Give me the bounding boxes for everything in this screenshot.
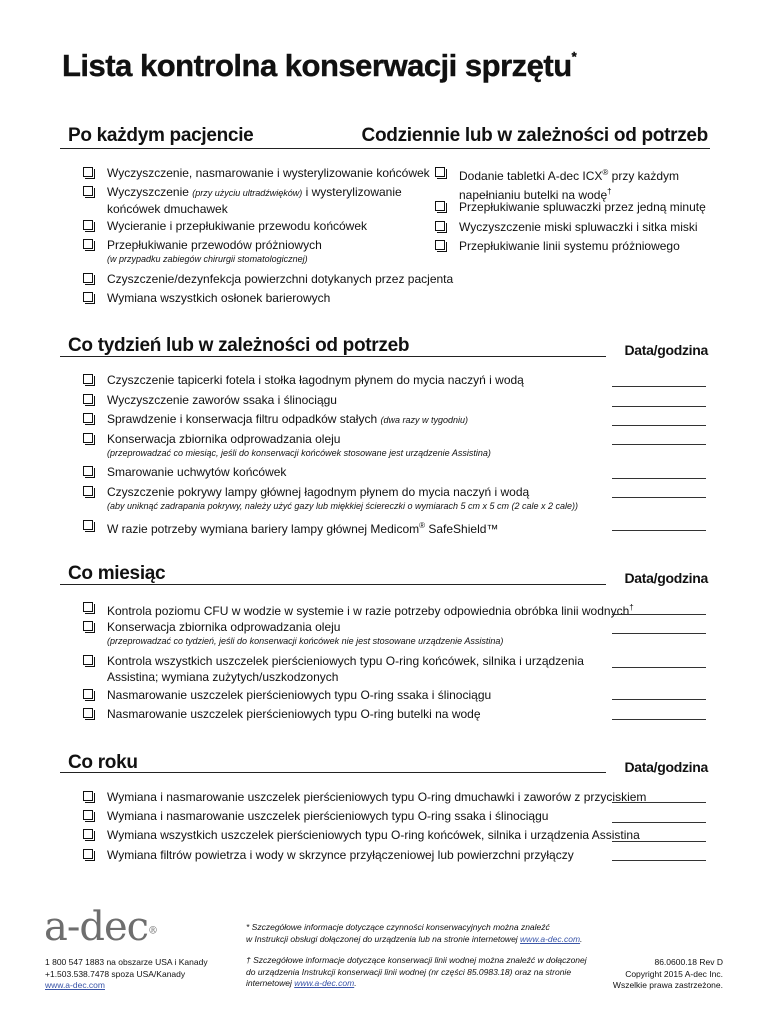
checklist-item[interactable]: Nasmarowanie uszczelek pierścieniowych typu O-ring butelki na wodę	[107, 706, 481, 722]
checklist-item[interactable]: Wymiana i nasmarowanie uszczelek pierścieniowych typu O-ring dmuchawki i zaworów z przyciskiem	[107, 789, 646, 805]
checklist-item[interactable]: Wyczyszczenie miski spluwaczki i sitka miski	[459, 219, 698, 235]
date-line[interactable]	[612, 386, 706, 387]
item-note: (aby uniknąć zadrapania pokrywy, należy użyć gazy lub miękkiej ściereczki o wymiarach 5 cm x 5 cm (2 cale x 2 cale))	[107, 501, 579, 511]
checkbox-icon[interactable]	[83, 621, 93, 631]
heading-date-time: Data/godzina	[624, 570, 708, 586]
checklist-item[interactable]: Dodanie tabletki A-dec ICX® przy każdym napełnianiu butelki na wodę†	[459, 165, 679, 203]
checkbox-icon[interactable]	[83, 220, 93, 230]
footnote-2: † Szczegółowe informacje dotyczące konserwacji linii wodnej można znaleźć w dołączonej do urządzenia Instrukcji konserwacji linii wodnej (nr części 85.0983.18) oraz na stronie internetowej www.a-dec.com.	[246, 955, 587, 988]
date-line[interactable]	[612, 478, 706, 479]
checkbox-icon[interactable]	[83, 689, 93, 699]
checkbox-icon[interactable]	[83, 273, 93, 283]
section-rule	[60, 584, 606, 585]
checkbox-icon[interactable]	[83, 167, 93, 177]
checkbox-icon[interactable]	[83, 186, 93, 196]
checkbox-icon[interactable]	[83, 374, 93, 384]
checkbox-icon[interactable]	[83, 602, 93, 612]
checklist-item[interactable]: Wyczyszczenie zaworów ssaka i ślinociągu	[107, 392, 337, 408]
date-line[interactable]	[612, 530, 706, 531]
checklist-item[interactable]: Przepłukiwanie przewodów próżniowych	[107, 237, 322, 253]
checklist-item[interactable]: Wymiana i nasmarowanie uszczelek pierścieniowych typu O-ring ssaka i ślinociągu	[107, 808, 548, 824]
checklist-item[interactable]: Wymiana filtrów powietrza i wody w skrzynce przyłączeniowej lub powierzchni przyłączy	[107, 847, 574, 863]
date-line[interactable]	[612, 497, 706, 498]
date-line[interactable]	[612, 699, 706, 700]
checklist-item[interactable]: Wymiana wszystkich osłonek barierowych	[107, 290, 330, 306]
heading-monthly: Co miesiąc	[68, 563, 166, 584]
website-link[interactable]: www.a-dec.com	[520, 933, 581, 944]
checkbox-icon[interactable]	[83, 394, 93, 404]
checkbox-icon[interactable]	[83, 466, 93, 476]
website-link[interactable]: www.a-dec.com	[294, 978, 355, 988]
section-rule	[60, 772, 606, 773]
heading-daily: Codziennie lub w zależności od potrzeb	[361, 125, 708, 146]
section-rule	[60, 356, 606, 357]
checklist-item[interactable]: Wyczyszczenie, nasmarowanie i wysterylizowanie końcówek	[107, 165, 430, 181]
checklist-item[interactable]: Konserwacja zbiornika odprowadzania oleju	[107, 619, 340, 635]
item-note: (w przypadku zabiegów chirurgii stomatologicznej)	[107, 254, 308, 264]
adec-logo: a-dec®	[44, 904, 158, 950]
checkbox-icon[interactable]	[83, 486, 93, 496]
checklist-item[interactable]: W razie potrzeby wymiana bariery lampy głównej Medicom® SafeShield™	[107, 518, 498, 537]
checkbox-icon[interactable]	[83, 433, 93, 443]
checkbox-icon[interactable]	[83, 791, 93, 801]
checkbox-icon[interactable]	[83, 239, 93, 249]
checkbox-icon[interactable]	[83, 810, 93, 820]
date-line[interactable]	[612, 444, 706, 445]
contact-info: 1 800 547 1883 na obszarze USA i Kanady +1.503.538.7478 spoza USA/Kanady www.a-dec.com	[45, 957, 208, 990]
checkbox-icon[interactable]	[83, 520, 93, 530]
checklist-item[interactable]: Wycieranie i przepłukiwanie przewodu końcówek	[107, 218, 367, 234]
checkbox-icon[interactable]	[83, 708, 93, 718]
section-header-daily	[60, 124, 710, 149]
section-header-weekly	[60, 334, 710, 358]
section-header-monthly	[60, 562, 710, 586]
checklist-item[interactable]: Czyszczenie tapicerki fotela i stołka łagodnym płynem do mycia naczyń i wodą	[107, 372, 524, 388]
revision-info: 86.0600.18 Rev D Copyright 2015 A-dec Inc. Wszelkie prawa zastrzeżone.	[612, 957, 723, 990]
date-line[interactable]	[612, 802, 706, 803]
checkbox-icon[interactable]	[83, 849, 93, 859]
item-note: (przeprowadzać co tydzień, jeśli do konserwacji końcówek nie jest stosowane urządzenie Assistina)	[107, 636, 504, 646]
checkbox-icon[interactable]	[435, 240, 445, 250]
date-line[interactable]	[612, 633, 706, 634]
date-line[interactable]	[612, 614, 706, 615]
checklist-item[interactable]: Przepłukiwanie spluwaczki przez jedną minutę	[459, 199, 706, 215]
heading-date-time: Data/godzina	[624, 342, 708, 358]
checklist-item[interactable]: Smarowanie uchwytów końcówek	[107, 464, 286, 480]
heading-weekly: Co tydzień lub w zależności od potrzeb	[68, 335, 410, 356]
checklist-item[interactable]: Przepłukiwanie linii systemu próżniowego	[459, 238, 680, 254]
checkbox-icon[interactable]	[435, 167, 445, 177]
date-line[interactable]	[612, 667, 706, 668]
checkbox-icon[interactable]	[83, 413, 93, 423]
date-line[interactable]	[612, 822, 706, 823]
checklist-item[interactable]: Konserwacja zbiornika odprowadzania oleju	[107, 431, 340, 447]
date-line[interactable]	[612, 841, 706, 842]
checklist-item[interactable]: Kontrola wszystkich uszczelek pierścieniowych typu O-ring końcówek, silnika i urządzenia Assistina; wymiana zużytych/uszkodzonych	[107, 653, 584, 685]
heading-after-each-patient: Po każdym pacjencie	[68, 125, 254, 146]
heading-date-time: Data/godzina	[624, 759, 708, 775]
date-line[interactable]	[612, 406, 706, 407]
heading-yearly: Co roku	[68, 752, 138, 773]
title-footnote-mark: *	[571, 48, 577, 64]
checkbox-icon[interactable]	[435, 201, 445, 211]
date-line[interactable]	[612, 425, 706, 426]
website-link[interactable]: www.a-dec.com	[45, 980, 105, 990]
checklist-item[interactable]: Wymiana wszystkich uszczelek pierścieniowych typu O-ring końcówek, silnika i urządzenia Assistina	[107, 827, 640, 843]
checklist-item[interactable]: Nasmarowanie uszczelek pierścieniowych typu O-ring ssaka i ślinociągu	[107, 687, 491, 703]
item-note: (przeprowadzać co miesiąc, jeśli do konserwacji końcówek stosowane jest urządzenie Assistina)	[107, 448, 491, 458]
footnote-1: * Szczegółowe informacje dotyczące czynności konserwacyjnych można znaleźć w Instrukcji obsługi dołączonej do urządzenia lub na stronie internetowej www.a-dec.com.	[246, 922, 583, 944]
checklist-item[interactable]: Czyszczenie pokrywy lampy głównej łagodnym płynem do mycia naczyń i wodą	[107, 484, 529, 500]
checklist-item[interactable]: Czyszczenie/dezynfekcja powierzchni dotykanych przez pacjenta	[107, 271, 453, 287]
checklist-item[interactable]: Kontrola poziomu CFU w wodzie w systemie i w razie potrzeby odpowiednia obróbka linii wodnych†	[107, 600, 634, 619]
checkbox-icon[interactable]	[83, 292, 93, 302]
checkbox-icon[interactable]	[83, 655, 93, 665]
page-title: Lista kontrolna konserwacji sprzętu*	[62, 48, 577, 83]
date-line[interactable]	[612, 860, 706, 861]
checklist-item[interactable]: Sprawdzenie i konserwacja filtru odpadków stałych (dwa razy w tygodniu)	[107, 411, 468, 428]
date-line[interactable]	[612, 719, 706, 720]
checklist-item[interactable]: Wyczyszczenie (przy użyciu ultradźwięków) i wysterylizowanie końcówek dmuchawek	[107, 184, 402, 217]
checkbox-icon[interactable]	[83, 829, 93, 839]
checkbox-icon[interactable]	[435, 221, 445, 231]
